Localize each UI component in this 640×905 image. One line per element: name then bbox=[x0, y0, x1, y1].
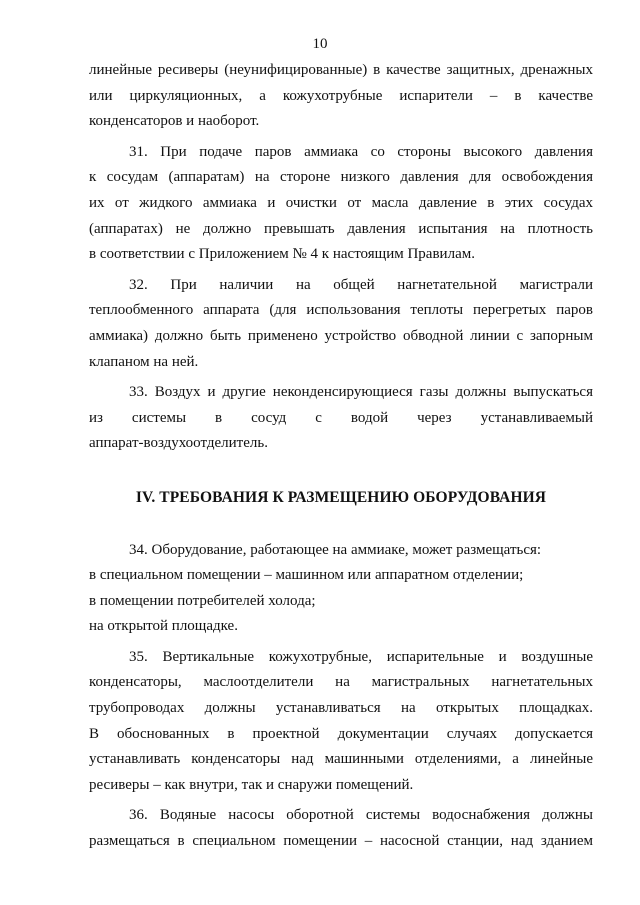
text-line: устанавливать конденсаторы над машинными отделениями, а линейные bbox=[89, 751, 593, 768]
list-item: на открытой площадке. bbox=[89, 618, 238, 635]
text-line: в соответствии с Приложением № 4 к настоящим Правилам. bbox=[89, 246, 475, 263]
list-item: в специальном помещении – машинном или аппаратном отделении; bbox=[89, 567, 524, 584]
text-line: трубопроводах должны устанавливаться на открытых площадках. bbox=[89, 700, 593, 717]
text-line: В обоснованных в проектной документации случаях допускается bbox=[89, 725, 593, 742]
text-line: из системы в сосуд с водой через устанавливаемый bbox=[89, 409, 593, 426]
text-line: клапаном на ней. bbox=[89, 353, 199, 370]
paragraph-34 bbox=[89, 538, 593, 640]
text-line: 36. Водяные насосы оборотной системы водоснабжения должны bbox=[129, 807, 593, 824]
page-number: 10 bbox=[312, 36, 328, 52]
text-line: (аппаратах) не должно превышать давления испытания на плотность bbox=[89, 220, 593, 237]
paragraph-31 bbox=[89, 140, 593, 268]
text-line: 32. При наличии на общей нагнетательной магистрали bbox=[129, 276, 593, 293]
text-line: теплообменного аппарата (для использования теплоты перегретых паров bbox=[89, 302, 593, 319]
document-body bbox=[89, 58, 593, 855]
text-line: 33. Воздух и другие неконденсирующиеся газы должны выпускаться bbox=[129, 384, 593, 401]
text-line: аппарат-воздухоотделитель. bbox=[89, 435, 268, 452]
text-line: конденсаторы, маслоотделители на магистральных нагнетательных bbox=[89, 674, 593, 691]
paragraph-35 bbox=[89, 645, 593, 799]
text-line: размещаться в специальном помещении – насосной станции, над зданием bbox=[89, 833, 593, 850]
text-line: к сосудам (аппаратам) на стороне низкого давления для освобождения bbox=[89, 169, 593, 186]
text-line: или циркуляционных, а кожухотрубные испарители – в качестве bbox=[89, 87, 593, 104]
paragraph-intro bbox=[89, 58, 593, 135]
section-heading: IV. ТРЕБОВАНИЯ К РАЗМЕЩЕНИЮ ОБОРУДОВАНИЯ bbox=[135, 488, 547, 506]
text-line: 35. Вертикальные кожухотрубные, испарительные и воздушные bbox=[129, 648, 593, 665]
text-line: 34. Оборудование, работающее на аммиаке, может размещаться: bbox=[129, 541, 542, 558]
text-line: линейные ресиверы (неунифицированные) в качестве защитных, дренажных bbox=[89, 62, 593, 78]
text-line: ресиверы – как внутри, так и снаружи помещений. bbox=[89, 776, 414, 793]
text-line: их от жидкого аммиака и очистки от масла давление в этих сосудах bbox=[89, 194, 593, 211]
paragraph-32 bbox=[89, 273, 593, 375]
text-line: 31. При подаче паров аммиака со стороны высокого давления bbox=[129, 143, 593, 160]
text-line: конденсаторов и наоборот. bbox=[89, 113, 260, 130]
paragraph-36 bbox=[89, 803, 593, 854]
text-line: аммиака) должно быть применено устройство обводной линии с запорным bbox=[89, 327, 593, 344]
section-heading-wrap bbox=[89, 457, 593, 538]
list-item: в помещении потребителей холода; bbox=[89, 592, 316, 609]
paragraph-33 bbox=[89, 380, 593, 457]
